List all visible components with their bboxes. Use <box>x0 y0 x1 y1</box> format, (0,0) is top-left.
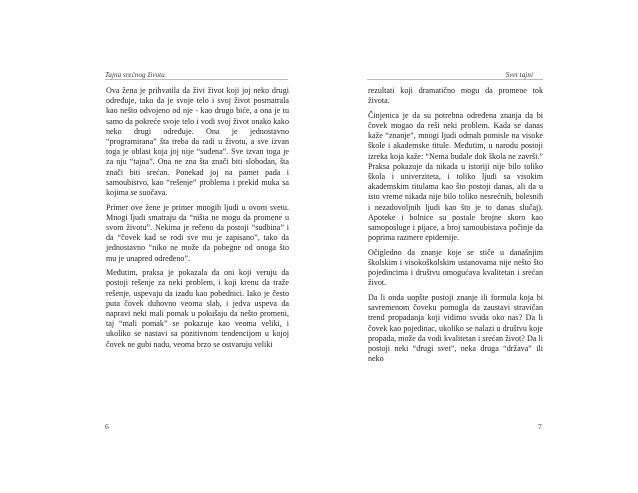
right-page <box>319 0 638 493</box>
header-rule-left <box>105 79 288 80</box>
paragraph: Da li onda uopšte postoji znanje ili formula koja bi savremenom čoveku pomogla da zaustavi stravičan trend propadanja koji vidimo svuda oko nas? Da li čovek kao pojedinac, ukoliko se nalazi u društvu koje propada, može da vodi kvalitetan i srećan život? Da li postoji neki “drugi svet”, neka druga “država” ili neko <box>368 293 543 364</box>
paragraph: Ova žena je prihvatila da živi život koji joj neko drugi određuje, tako da je svoje telo i svoj život posmatrala kao nešto odvojeno od nje - kao drugo biće, a ona je tu samo da pokreće svoje telo i vodi svoj život onako kako neko drugi određuje. Ona je jednostavno “programirana” šta treba da radi u životu, a sve izvan toga je oblast koja joj nije “suđena”. Sve izvan toga je za nju “tajna”. Ona ne zna šta znači biti slobodan, šta znači biti srećan. Ponekad joj na pamet pada i samoubistvo, kao “rešenje” problema i prekid muka sa kojima se suočava. <box>106 86 289 198</box>
paragraph: Primer ove žene je primer mnogih ljudi u ovom svetu. Mnogi ljudi smatraju da “ništa ne mogu da promene u svom životu”. Nekima je rečeno da postoji “sudbina” i da “čovek kad se rodi sve mu je zapisano”, tako da jednostavno “niko ne može da pobegne od onoga što mu je unapred određeno”. <box>106 202 289 263</box>
running-head-right: Svet tajni <box>505 71 533 79</box>
paragraph: Očigledno da znanje koje se stiče u današnjim školskim i visokoškolskim ustanovama nije nešto što pojedincima i društvu omogućava kvalitetan i srećan život. <box>368 247 543 288</box>
paragraph: Činjenica je da su potrebna određena znanja da bi čovek mogao da reši neki problem. Kada se danas kaže “znanje”, mnogi ljudi odmah pomisle na visoke škole i akademske titule. Međutim, u narodu postoji izreka koja kaže: “Nema budale dok škola ne završi.” Praksa pokazuje da nikada u istoriji nije bilo toliko škola i univerziteta, i toliko ljudi sa visokim akademskim titulama kao što postoji danas, ali da u isto vreme nikada nije bilo toliko nesrećnih, bolesnih i nezadovoljnih ljudi kao što je to danas slučaj). Apoteke i bolnice su postale brojne skoro kao samoposluge i pijace, a broj samoubistava počinje da poprima razmere epidemije. <box>368 110 543 243</box>
body-text-left <box>106 86 289 354</box>
body-text-right <box>368 86 543 369</box>
running-head-left: Tajna srećnog života <box>105 71 165 79</box>
paragraph: Međutim, praksa je pokazala da oni koji veruju da postoji rešenje za neki problem, i koji krenu da traže rešenje, uspevaju da izađu kao pobednici. Iako je često puta čovek duhovno veoma slab, i jedva uspeva da napravi neki mali pomak u pokušaju da nešto promeni, taj “mali pomak” se pokazuje kao veoma veliki, i ukoliko se nastavi sa pozitivnom tendencijom u kojoj čovek ne gubi nadu, veoma brzo se ostvaruju veliki <box>106 268 289 349</box>
page-number-left: 6 <box>105 422 109 431</box>
page-number-right: 7 <box>538 422 542 431</box>
header-rule-right <box>367 79 543 80</box>
paragraph: rezultati koji dramatično mogu da promene tok života. <box>368 86 543 106</box>
